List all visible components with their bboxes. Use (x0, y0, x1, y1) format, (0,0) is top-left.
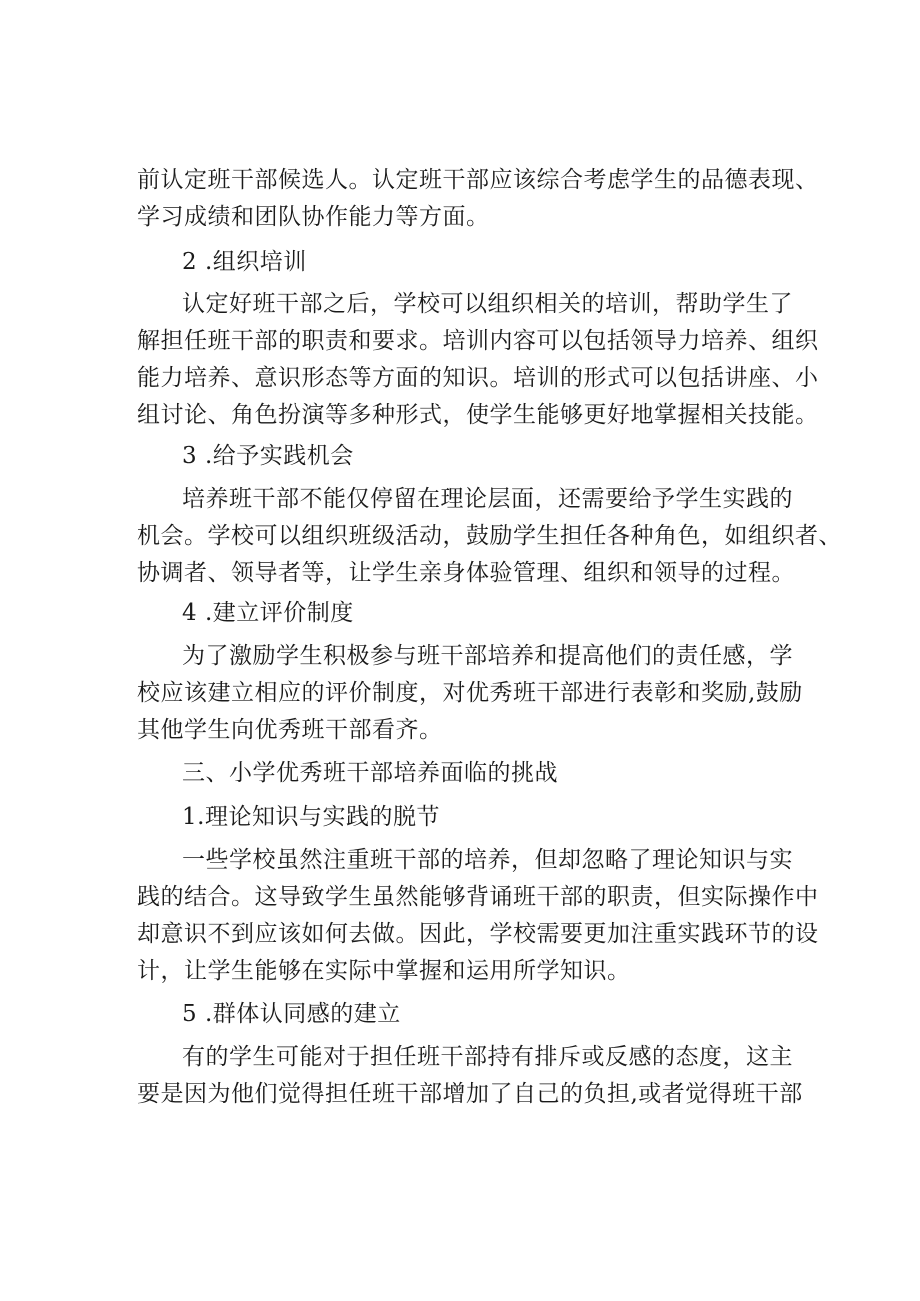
paragraph-line: 践的结合。这导致学生虽然能够背诵班干部的职责，但实际操作中 (137, 884, 819, 910)
chapter-heading: 三、小学优秀班干部培养面临的挑战 (182, 760, 558, 786)
paragraph-line: 为了激励学生积极参与班干部培养和提高他们的责任感，学 (182, 643, 793, 669)
paragraph-line: 培养班干部不能仅停留在理论层面，还需要给予学生实践的 (182, 486, 793, 512)
paragraph-line: 前认定班干部候选人。认定班干部应该综合考虑学生的品德表现、 (137, 167, 819, 193)
paragraph-line: 能力培养、意识形态等方面的知识。培训的形式可以包括讲座、小 (137, 365, 819, 391)
section-heading: 4 .建立评价制度 (182, 600, 354, 626)
paragraph-line: 要是因为他们觉得担任班干部增加了自己的负担,或者觉得班干部 (137, 1081, 803, 1107)
paragraph-line: 一些学校虽然注重班干部的培养，但却忽略了理论知识与实 (182, 847, 793, 873)
section-heading: 5 .群体认同感的建立 (182, 1001, 401, 1027)
paragraph-line: 计，让学生能够在实际中掌握和运用所学知识。 (137, 958, 631, 984)
paragraph-line: 有的学生可能对于担任班干部持有排斥或反感的态度，这主 (182, 1044, 793, 1070)
paragraph-line: 校应该建立相应的评价制度，对优秀班干部进行表彰和奖励,鼓励 (137, 680, 803, 706)
paragraph-line: 协调者、领导者等，让学生亲身体验管理、组织和领导的过程。 (137, 560, 795, 586)
paragraph-line: 认定好班干部之后，学校可以组织相关的培训，帮助学生了 (182, 291, 793, 317)
section-heading: 3 .给予实践机会 (182, 443, 354, 469)
paragraph-line: 解担任班干部的职责和要求。培训内容可以包括领导力培养、组织 (137, 328, 819, 354)
section-heading: 2 .组织培训 (182, 249, 307, 275)
paragraph-line: 其他学生向优秀班干部看齐。 (137, 717, 443, 743)
paragraph-line: 组讨论、角色扮演等多种形式，使学生能够更好地掌握相关技能。 (137, 402, 819, 428)
paragraph-line: 却意识不到应该如何去做。因此，学校需要更加注重实践环节的设 (137, 921, 819, 947)
paragraph-line: 学习成绩和团队协作能力等方面。 (137, 204, 490, 230)
paragraph-line: 机会。学校可以组织班级活动，鼓励学生担任各种角色，如组织者、 (137, 523, 842, 549)
section-heading: 1.理论知识与实践的脱节 (182, 804, 440, 830)
